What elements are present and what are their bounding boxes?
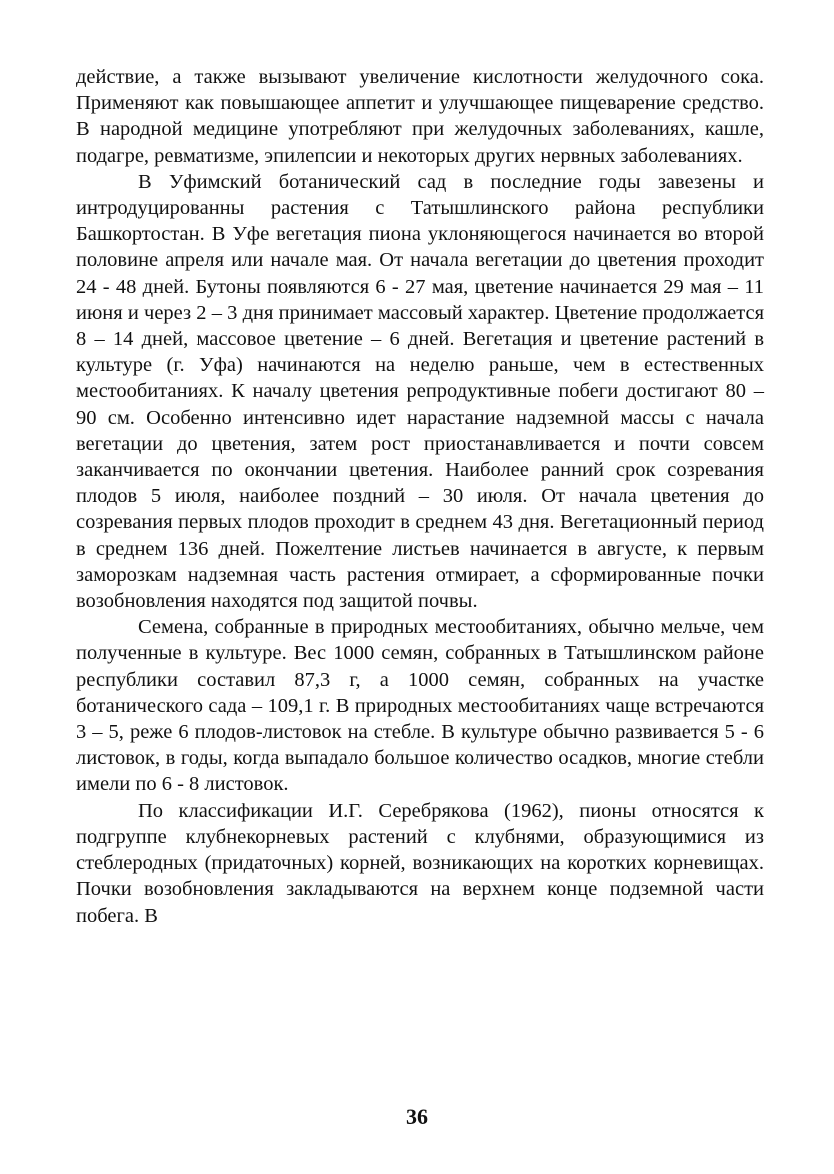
paragraph-ufa-vegetation: В Уфимский ботанический сад в последние годы завезены и интродуцированны растения с Татышлинского района республики Башкортостан. В Уфе вегетация пиона уклоняющегося начинается во второй половине апреля или начале мая. От начала вегетации до цветения проходит 24 - 48 дней. Бутоны появляются 6 - 27 мая, цветение начинается 29 мая – 11 июня и через 2 – 3 дня принимает массовый характер. Цветение продолжается 8 – 14 дней, массовое цветение – 6 дней. Вегетация и цветение растений в культуре (г. Уфа) начинаются на неделю раньше, чем в естественных местообитаниях. К началу цветения репродуктивные побеги достигают 80 – 90 см. Особенно интенсивно идет нарастание надземной массы с начала вегетации до цветения, затем рост приостанавливается и почти совсем заканчивается по окончании цветения. Наиболее ранний срок созревания плодов 5 июля, наиболее поздний – 30 июля. От начала цветения до созревания первых плодов проходит в среднем 43 дня. Вегетационный период в среднем 136 дней. Пожелтение листьев начинается в августе, к первым заморозкам надземная часть растения отмирает, а сформированные почки возобновления находятся под защитой почвы.: [76, 170, 764, 613]
paragraph-classification: По классификации И.Г. Серебрякова (1962), пионы относятся к подгруппе клубнекорневых растений с клубнями, образующимися из стеблеродных (придаточных) корней, возникающих на коротких корневищах. Почки возобновления закладываются на верхнем конце подземной части побега. В: [76, 799, 764, 927]
paragraph-seeds: Семена, собранные в природных местообитаниях, обычно мельче, чем полученные в культуре. Вес 1000 семян, собранных в Татышлинском районе республики составил 87,3 г, а 1000 семян, собранных на участке ботанического сада – 109,1 г. В природных местообитаниях чаще встречаются 3 – 5, реже 6 плодов-листовок на стебле. В культуре обычно развивается 5 - 6 листовок, в годы, когда выпадало большое количество осадков, многие стебли имели по 6 - 8 листовок.: [76, 616, 764, 796]
page-number: 36: [406, 1104, 428, 1129]
body-text: [76, 64, 764, 929]
paragraph-continuation: действие, а также вызывают увеличение кислотности желудочного сока. Применяют как повышающее аппетит и улучшающее пищеварение средство. В народной медицине употребляют при желудочных заболеваниях, кашле, подагре, ревматизме, эпилепсии и некоторых других нервных заболеваниях.: [76, 66, 764, 167]
